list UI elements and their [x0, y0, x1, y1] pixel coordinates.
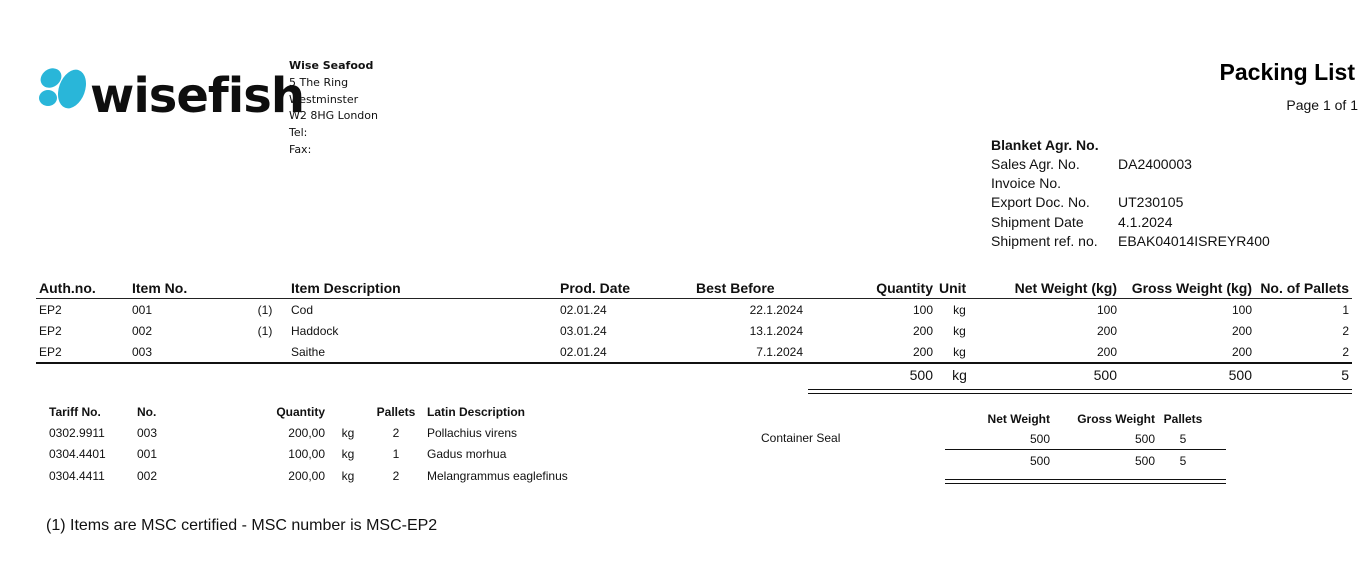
- col-flag: [242, 278, 288, 299]
- col-quantity: Quantity: [806, 278, 936, 299]
- company-address: [289, 58, 378, 159]
- weights-summary-table: [945, 410, 1226, 471]
- table-row: EP2 003 Saithe 02.01.24 7.1.2024 200 kg 200 200 2: [39, 344, 1349, 359]
- company-name: Wise Seafood: [289, 59, 374, 72]
- weights-double-rule: [945, 479, 1226, 484]
- col-prod-date: Prod. Date: [557, 278, 693, 299]
- weights-total-row: 500 500 5: [945, 450, 1226, 472]
- meta-row: Export Doc. No. UT230105: [991, 194, 1184, 211]
- col-latin-description: Latin Description: [427, 405, 526, 419]
- packing-items-table: [36, 278, 1352, 386]
- table-row: EP2 002 (1) Haddock 03.01.24 13.1.2024 200 kg 200 200 2: [39, 323, 1349, 338]
- address-line-1: 5 The Ring: [289, 75, 349, 89]
- col-tariff-pallets: Pallets: [376, 405, 416, 419]
- tariff-table: [46, 402, 584, 487]
- col-item-no: Item No.: [129, 278, 242, 299]
- total-gross-weight: 500: [1120, 363, 1255, 386]
- weights-header-row: [945, 410, 1226, 428]
- totals-double-rule: [808, 389, 1352, 394]
- tel-label: Tel:: [289, 126, 308, 140]
- meta-row: Invoice No.: [991, 175, 1062, 192]
- items-header-row: [36, 278, 1352, 299]
- weights-row: 500 500 5: [1029, 431, 1187, 446]
- col-best-before: Best Before: [693, 278, 806, 299]
- table-row: EP2 001 (1) Cod 02.01.24 22.1.2024 100 kg 100 100 1: [39, 302, 1349, 317]
- total-quantity: 500: [806, 363, 936, 386]
- address-line-2: Westminster: [289, 92, 359, 106]
- table-row: 0302.9911 003 200,00 kg 2 Pollachius virens: [49, 425, 518, 440]
- table-row: 0304.4401 001 100,00 kg 1 Gadus morhua: [49, 447, 507, 462]
- document-title: Packing List: [1219, 59, 1355, 85]
- container-seal-label: Container Seal: [761, 431, 841, 445]
- col-summary-gross-weight: Gross Weight: [1077, 412, 1155, 426]
- col-auth-no: Auth.no.: [36, 278, 129, 299]
- company-logo: [38, 60, 304, 130]
- col-pallets: No. of Pallets: [1255, 278, 1352, 299]
- blanket-agr-label: Blanket Agr. No.: [991, 137, 1099, 153]
- tariff-header-row: [46, 402, 584, 422]
- shipment-meta: [991, 136, 1270, 251]
- table-row: 0304.4411 002 200,00 kg 2 Melangrammus eaglefinus: [49, 468, 568, 483]
- total-unit: kg: [936, 363, 983, 386]
- totals-row: [36, 363, 1352, 386]
- col-summary-pallets: Pallets: [1163, 412, 1203, 426]
- msc-footnote: (1) Items are MSC certified - MSC number is MSC-EP2: [46, 517, 438, 534]
- col-summary-net-weight: Net Weight: [987, 412, 1050, 426]
- fish-logo-icon: [38, 60, 90, 122]
- col-unit: Unit: [936, 278, 983, 299]
- col-net-weight: Net Weight (kg): [983, 278, 1120, 299]
- fax-label: Fax:: [289, 142, 312, 156]
- meta-row: Shipment Date 4.1.2024: [991, 213, 1173, 230]
- col-item-description: Item Description: [288, 278, 557, 299]
- page-number: Page 1 of 1: [1286, 97, 1358, 113]
- col-tariff-quantity: Quantity: [276, 405, 325, 419]
- address-line-3: W2 8HG London: [289, 109, 378, 123]
- col-gross-weight: Gross Weight (kg): [1120, 278, 1255, 299]
- meta-row: Shipment ref. no. EBAK04014ISREYR400: [991, 232, 1270, 249]
- meta-row: Sales Agr. No. DA2400003: [991, 156, 1192, 172]
- brand-name: wisefish: [90, 68, 304, 124]
- total-net-weight: 500: [983, 363, 1120, 386]
- col-no: No.: [137, 405, 157, 419]
- total-pallets: 5: [1255, 363, 1352, 386]
- col-tariff-no: Tariff No.: [49, 405, 101, 419]
